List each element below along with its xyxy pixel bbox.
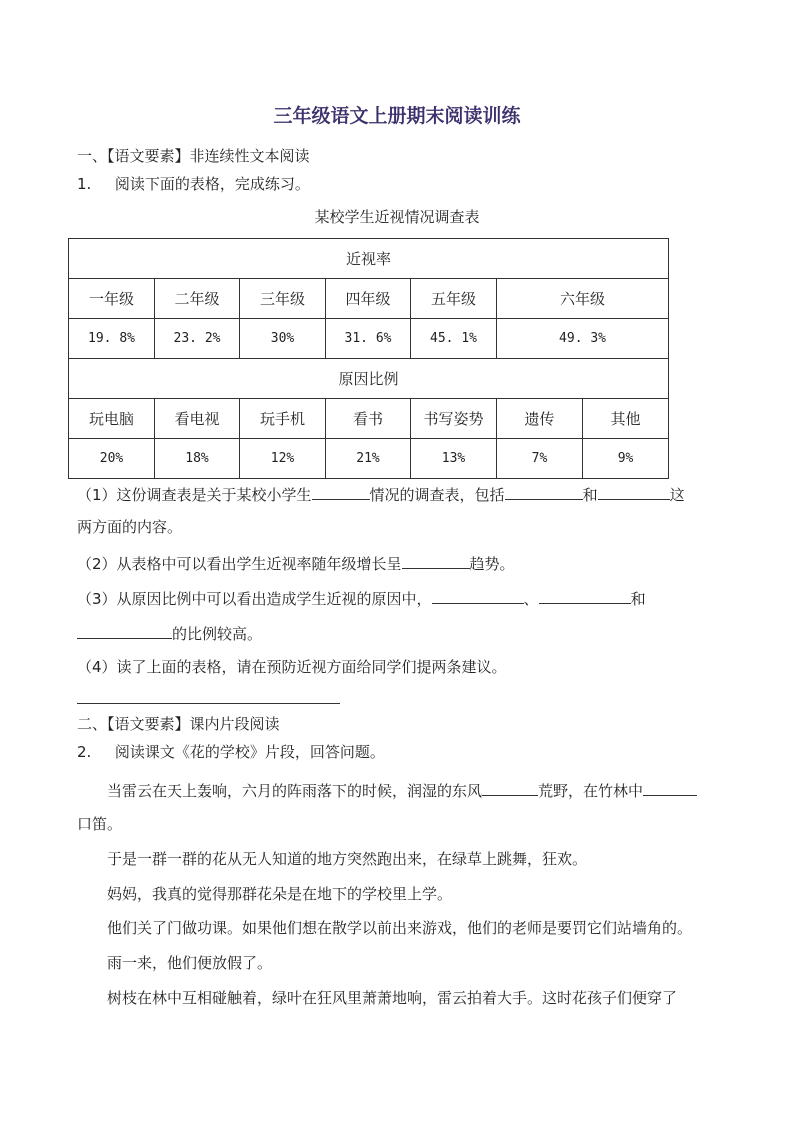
answer-line[interactable] bbox=[77, 703, 340, 704]
cause-rate-cell: 20% bbox=[69, 439, 155, 479]
grade-cell: 三年级 bbox=[240, 279, 326, 319]
grade-cell: 二年级 bbox=[155, 279, 240, 319]
passage-paragraph: 雨一来，他们便放假了。 bbox=[107, 954, 273, 972]
cause-cell: 书写姿势 bbox=[411, 399, 497, 439]
answer-blank[interactable] bbox=[402, 552, 470, 569]
answer-blank[interactable] bbox=[505, 483, 583, 500]
question1-number: 1. bbox=[77, 175, 92, 193]
passage-paragraph: 于是一群一群的花从无人知道的地方突然跑出来，在绿草上跳舞，狂欢。 bbox=[107, 850, 588, 868]
passage-paragraph bbox=[107, 779, 697, 801]
cause-rate-cell: 18% bbox=[155, 439, 240, 479]
p1-text-b: 荒野，在竹林中 bbox=[538, 782, 644, 800]
sub1-text-b: 情况的调查表，包括 bbox=[369, 486, 505, 504]
grade-cell: 五年级 bbox=[411, 279, 497, 319]
p1-text-a: 当雷云在天上轰响，六月的阵雨落下的时候，润湿的东风 bbox=[107, 782, 483, 800]
sub1-continuation: 两方面的内容。 bbox=[77, 518, 183, 536]
question2-text: 阅读课文《花的学校》片段，回答问题。 bbox=[114, 743, 385, 761]
cause-cell: 其他 bbox=[583, 399, 669, 439]
answer-blank[interactable] bbox=[77, 622, 172, 639]
sub3-text-b: 、 bbox=[523, 590, 539, 608]
rate-cell: 23. 2% bbox=[155, 319, 240, 359]
sub3-text-d: 的比例较高。 bbox=[172, 625, 263, 643]
grade-cell: 一年级 bbox=[69, 279, 155, 319]
sub2-text-a: （2）从表格中可以看出学生近视率随年级增长呈 bbox=[77, 555, 402, 573]
cause-cell: 玩手机 bbox=[240, 399, 326, 439]
cause-rate-cell: 7% bbox=[497, 439, 583, 479]
sub2-text-b: 趋势。 bbox=[469, 555, 515, 573]
answer-blank[interactable] bbox=[643, 779, 697, 796]
sub-question-3 bbox=[77, 587, 646, 609]
answer-blank[interactable] bbox=[432, 587, 524, 604]
answer-blank[interactable] bbox=[539, 587, 631, 604]
passage-paragraph: 树枝在林中互相碰触着，绿叶在狂风里萧萧地响，雷云拍着大手。这时花孩子们便穿了 bbox=[107, 989, 678, 1007]
cause-cell: 看书 bbox=[326, 399, 411, 439]
grade-row bbox=[69, 279, 669, 319]
cause-rate-cell: 12% bbox=[240, 439, 326, 479]
cause-rate-row bbox=[69, 439, 669, 479]
sub3-text-a: （3）从原因比例中可以看出造成学生近视的原因中， bbox=[77, 590, 432, 608]
cause-cell: 玩电脑 bbox=[69, 399, 155, 439]
grade-cell: 六年级 bbox=[497, 279, 669, 319]
answer-blank[interactable] bbox=[482, 779, 538, 796]
cause-rate-cell: 9% bbox=[583, 439, 669, 479]
sub1-text-d: 这 bbox=[669, 486, 685, 504]
cause-cell: 遗传 bbox=[497, 399, 583, 439]
cause-rate-cell: 13% bbox=[411, 439, 497, 479]
question1 bbox=[77, 174, 310, 194]
sub3-text-c: 和 bbox=[630, 590, 646, 608]
rate-cell: 45. 1% bbox=[411, 319, 497, 359]
question2 bbox=[77, 742, 385, 762]
section2-heading: 二、【语文要素】课内片段阅读 bbox=[77, 715, 280, 733]
passage-paragraph: 他们关了门做功课。如果他们想在散学以前出来游戏，他们的老师是要罚它们站墙角的。 bbox=[107, 919, 693, 937]
question1-text: 阅读下面的表格，完成练习。 bbox=[114, 175, 310, 193]
sub3-continuation bbox=[77, 622, 262, 644]
answer-blank[interactable] bbox=[598, 483, 670, 500]
sub-question-1 bbox=[77, 483, 685, 505]
rate-cell: 31. 6% bbox=[326, 319, 411, 359]
table-caption: 某校学生近视情况调查表 bbox=[314, 208, 480, 226]
survey-table bbox=[68, 238, 669, 479]
sub-question-4: （4）读了上面的表格，请在预防近视方面给同学们提两条建议。 bbox=[77, 658, 507, 676]
rate-header: 近视率 bbox=[69, 239, 669, 279]
cause-header: 原因比例 bbox=[69, 359, 669, 399]
answer-blank[interactable] bbox=[312, 483, 370, 500]
grade-cell: 四年级 bbox=[326, 279, 411, 319]
cause-rate-cell: 21% bbox=[326, 439, 411, 479]
sub-question-2 bbox=[77, 552, 515, 574]
rate-cell: 19. 8% bbox=[69, 319, 155, 359]
passage-continuation: 口笛。 bbox=[77, 815, 123, 833]
rate-cell: 30% bbox=[240, 319, 326, 359]
cause-cell: 看电视 bbox=[155, 399, 240, 439]
rate-cell: 49. 3% bbox=[497, 319, 669, 359]
passage-paragraph: 妈妈，我真的觉得那群花朵是在地下的学校里上学。 bbox=[107, 885, 453, 903]
rate-row bbox=[69, 319, 669, 359]
sub1-text-a: （1）这份调查表是关于某校小学生 bbox=[77, 486, 312, 504]
question2-number: 2. bbox=[77, 743, 92, 761]
cause-row bbox=[69, 399, 669, 439]
sub1-text-c: 和 bbox=[582, 486, 598, 504]
page-title: 三年级语文上册期末阅读训练 bbox=[273, 105, 521, 127]
section1-heading: 一、【语文要素】非连续性文本阅读 bbox=[77, 147, 310, 165]
